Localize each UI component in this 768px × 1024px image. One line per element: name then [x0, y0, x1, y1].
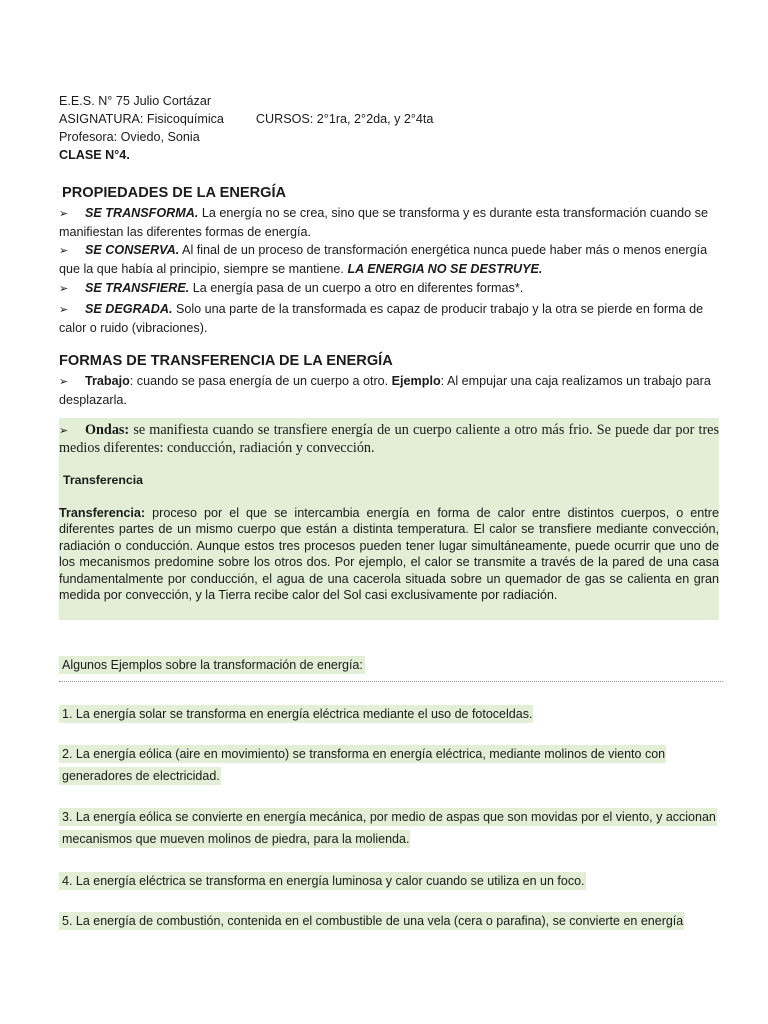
transfer-title: FORMAS DE TRANSFERENCIA DE LA ENERGÍA	[59, 353, 393, 369]
class-number: CLASE N°4.	[59, 148, 130, 162]
property-tail: LA ENERGIA NO SE DESTRUYE.	[347, 261, 543, 276]
bullet-arrow-icon: ➢	[59, 245, 69, 257]
bullet-arrow-icon: ➢	[59, 208, 69, 220]
work-example-text: : Al empujar una caja realizamos un trabajo para desplazarla.	[59, 374, 711, 407]
property-head: SE DEGRADA.	[85, 302, 173, 316]
transfer-heading: Transferencia	[63, 473, 143, 487]
courses: CURSOS: 2°1ra, 2°2da, y 2°4ta	[255, 112, 434, 126]
property-head: SE TRANSFORMA.	[85, 206, 199, 220]
example-text: 2. La energía eólica (aire en movimiento) se transforma en energía eléctrica, mediante molinos de viento con generadores de electricidad.	[59, 745, 666, 785]
work-text: : cuando se pasa energía de un cuerpo a otro.	[129, 374, 392, 388]
example-item-4	[59, 870, 723, 892]
property-item-degrada	[59, 301, 721, 337]
property-text: Al final de un proceso de transformación energética nunca puede haber más o menos energía que la que había al principio, siempre se mantiene.	[59, 243, 708, 276]
example-item-5	[59, 910, 723, 932]
example-item-2	[59, 743, 723, 787]
transfer-label: Transferencia:	[59, 506, 146, 520]
bullet-arrow-icon: ➢	[59, 376, 69, 388]
transfer-text: proceso por el que se intercambia energía en forma de calor entre distintos cuerpos, o entre diferentes partes de un mismo cuerpo que están a distinta temperatura. El calor se transfiere mediante convección, radiación o conducción. Aunque estos tres procesos pueden tener lugar simultáneamente, puede ocurrir que uno de los mecanismos predomine sobre los otros dos. Por ejemplo, el calor se transmite a través de la pared de una casa fundamentalmente por conducción, el agua de una cacerola situada sobre un quemador de gas se calienta en gran medida por convección, y la Tierra recibe calor del Sol casi exclusivamente por radiación.	[59, 506, 719, 603]
work-example-label: Ejemplo	[391, 374, 441, 388]
property-item-transfiere	[59, 280, 721, 299]
examples-title	[59, 657, 723, 682]
example-text: 3. La energía eólica se convierte en energía mecánica, por medio de aspas que son movidas por el viento, y accionan mecanismos que mueven molinos de piedra, para la molienda.	[59, 808, 717, 848]
transfer-item-work	[59, 373, 721, 409]
teacher-name: Profesora: Oviedo, Sonia	[59, 130, 200, 144]
property-text: La energía no se crea, sino que se transforma y es durante esta transformación cuando se manifiestan las diferentes formas de energía.	[59, 206, 708, 239]
transfer-item-waves	[59, 422, 719, 457]
subject-line	[59, 111, 719, 129]
document-header	[59, 93, 719, 165]
examples-title-text: Algunos Ejemplos sobre la transformación de energía:	[59, 656, 365, 674]
property-item-transforma	[59, 205, 721, 241]
waves-text: se manifiesta cuando se transfiere energía de un cuerpo caliente a otro más frio. Se puede dar por tres medios diferentes: conducción, radiación y convección.	[59, 422, 719, 456]
transfer-paragraph	[59, 505, 719, 603]
bullet-arrow-icon: ➢	[59, 304, 69, 316]
properties-title: PROPIEDADES DE LA ENERGÍA	[62, 185, 287, 201]
work-label: Trabajo	[85, 374, 130, 388]
example-text: 5. La energía de combustión, contenida en el combustible de una vela (cera o parafina), se convierte en energía	[59, 912, 684, 930]
example-item-3	[59, 806, 723, 850]
property-head: SE CONSERVA.	[85, 243, 180, 257]
example-text: 4. La energía eléctrica se transforma en energía luminosa y calor cuando se utiliza en un foco.	[59, 872, 586, 890]
property-text: La energía pasa de un cuerpo a otro en diferentes formas*.	[189, 281, 524, 295]
waves-label: Ondas:	[85, 422, 130, 438]
property-text: Solo una parte de la transformada es capaz de producir trabajo y la otra se pierde en forma de calor o ruido (vibraciones).	[59, 302, 704, 335]
property-head: SE TRANSFIERE.	[85, 281, 190, 295]
example-item-1	[59, 703, 723, 725]
bullet-arrow-icon: ➢	[59, 283, 69, 295]
subject: ASIGNATURA: Fisicoquímica	[59, 112, 224, 126]
example-text: 1. La energía solar se transforma en energía eléctrica mediante el uso de fotoceldas.	[59, 705, 533, 723]
school-name: E.E.S. N° 75 Julio Cortázar	[59, 94, 212, 108]
bullet-arrow-icon: ➢	[59, 425, 69, 437]
property-item-conserva	[59, 242, 721, 278]
